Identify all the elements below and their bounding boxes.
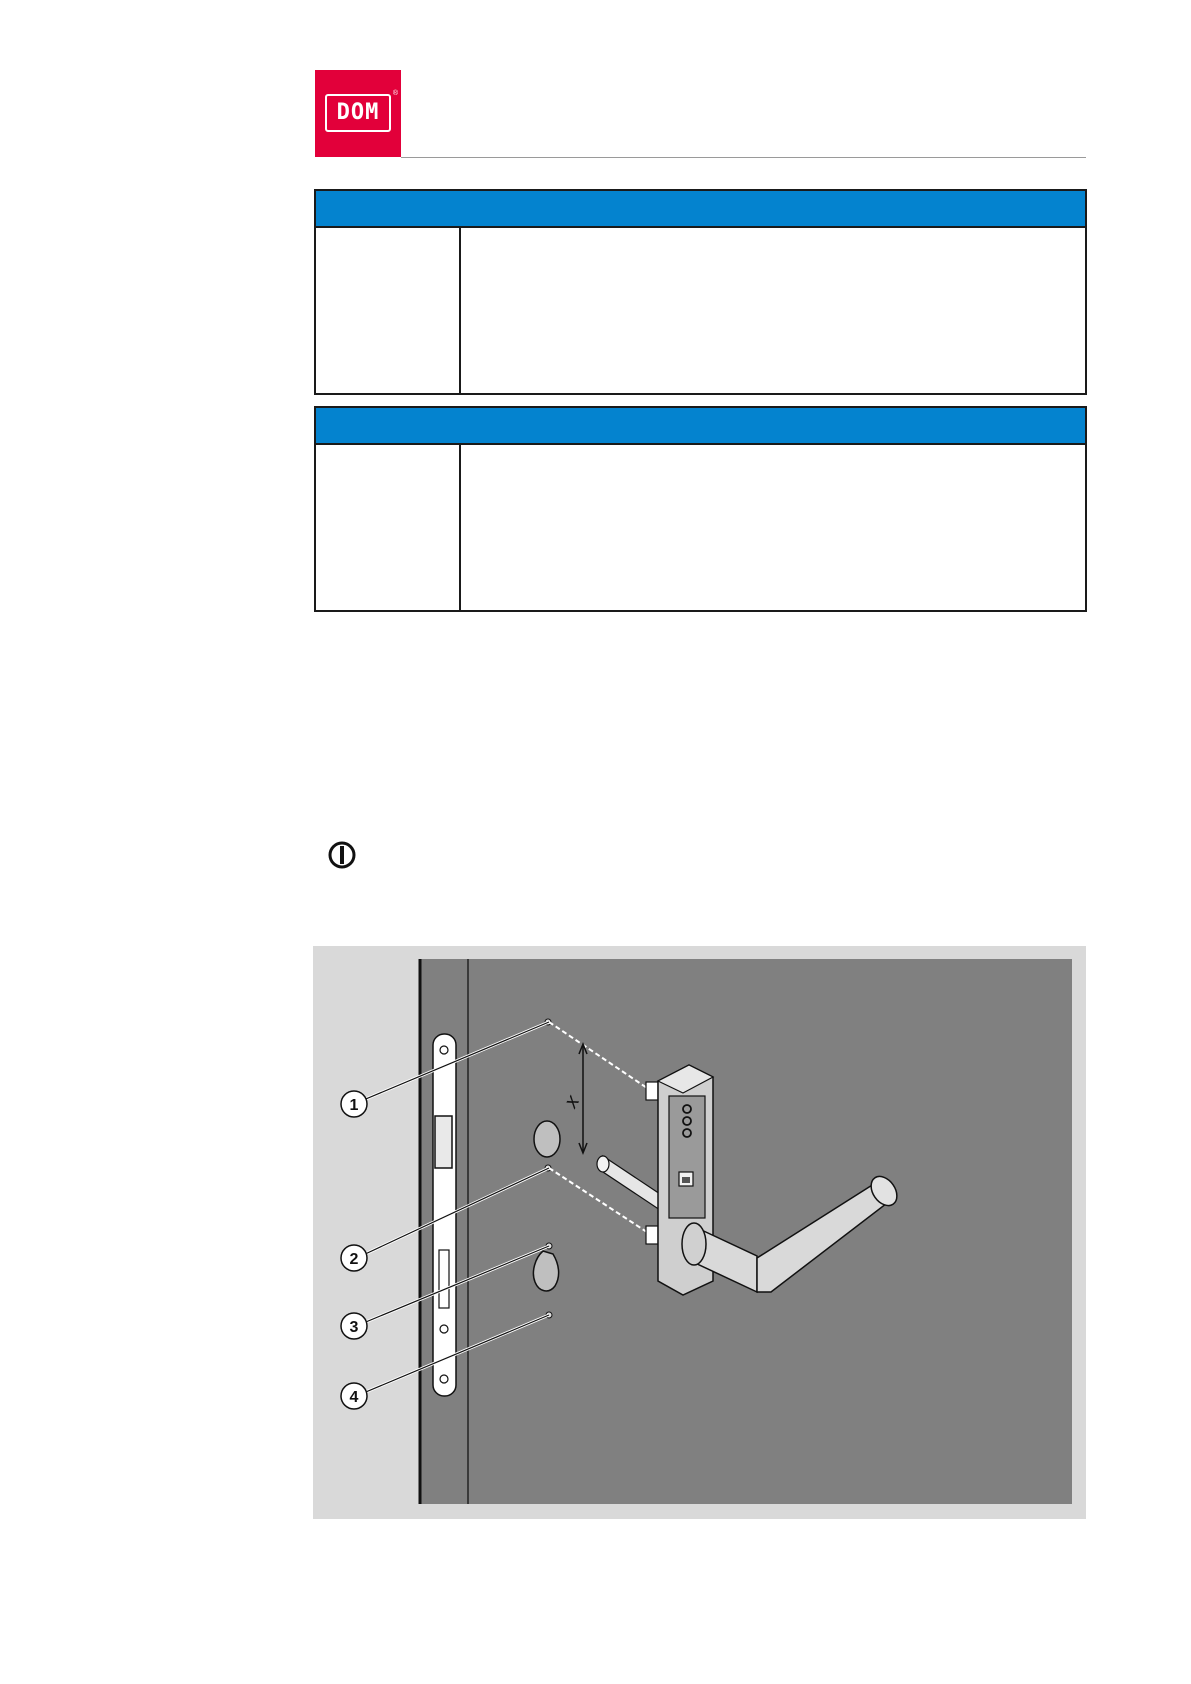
notice-box-2 [314, 406, 1087, 612]
callout-2 [341, 1245, 367, 1271]
info-icon [327, 840, 357, 870]
cylinder-hole [533, 1251, 558, 1291]
logo-mark [325, 90, 398, 132]
callout-number-1: 1 [349, 1097, 359, 1114]
lock-forend [433, 1034, 456, 1396]
notice-header-1 [316, 191, 1085, 228]
notice-icon-cell-2 [316, 445, 461, 610]
registered-mark: ® [392, 90, 398, 97]
callout-1 [341, 1091, 367, 1117]
mounting-diagram [313, 946, 1086, 1519]
notice-header-2 [316, 408, 1085, 445]
mounting-figure [313, 946, 1086, 1519]
callout-number-3: 3 [349, 1319, 359, 1336]
door-panel [419, 959, 1072, 1504]
dimension-label: x [559, 1091, 585, 1112]
callout-3 [341, 1313, 367, 1339]
spindle-hole [534, 1121, 560, 1157]
notice-icon-cell-1 [316, 228, 461, 393]
dom-logo [315, 70, 401, 157]
logo-text: DOM [336, 100, 380, 125]
header-divider [401, 157, 1086, 158]
notice-box-1 [314, 189, 1087, 395]
callout-number-2: 2 [349, 1251, 359, 1268]
callout-4 [341, 1383, 367, 1409]
callout-number-4: 4 [349, 1389, 359, 1406]
